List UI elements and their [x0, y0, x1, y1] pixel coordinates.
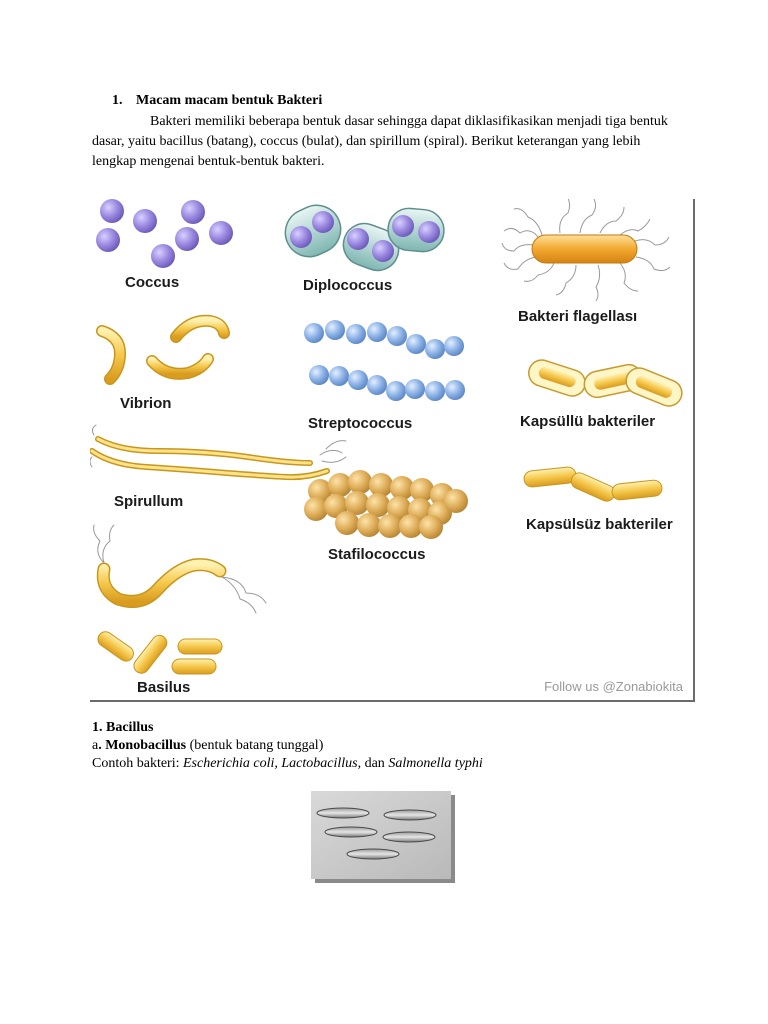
flagellated-body — [532, 235, 637, 263]
bacillus-heading: 1. Bacillus — [92, 720, 154, 735]
capsulated-bacteria — [525, 357, 685, 410]
intro-paragraph — [92, 112, 682, 172]
label-streptococcus: Streptococcus — [308, 415, 413, 432]
intro-paragraph-text: Bakteri memiliki beberapa bentuk dasar sehingga dapat diklasifikasikan menjadi tiga bentuk dasar, yaitu bacillus (batang), coccus (bulat), dan spirillum (spiral). Berikut keterangan yang lebih lengkap mengenai bentuk-bentuk bakteri. — [92, 114, 668, 169]
monobacillus-prefix: a — [92, 738, 99, 753]
bacillus-cells — [95, 629, 222, 676]
label-stafilococcus: Stafilococcus — [328, 546, 426, 563]
diplococcus-cells — [277, 199, 445, 276]
label-kapsullu: Kapsüllü bakteriler — [520, 413, 656, 430]
stafilococcus-cluster — [304, 470, 468, 539]
example-mid: dan — [361, 756, 389, 771]
monobacillus-desc: (bentuk batang tunggal) — [186, 738, 324, 753]
watermark: Follow us @Zonabiokita — [544, 679, 683, 694]
example-species-2: Salmonella typhi — [388, 756, 483, 771]
label-basilus: Basilus — [137, 679, 191, 696]
coccus-cells — [96, 199, 233, 268]
label-kapsulsuz: Kapsülsüz bakteriler — [526, 516, 673, 533]
section-number: 1. — [112, 93, 123, 108]
bacteria-shapes-figure — [90, 199, 695, 702]
monobacillus-image — [311, 791, 455, 883]
streptococcus-chains — [304, 320, 465, 401]
monobacillus-term: . Monobacillus — [98, 738, 187, 753]
label-spirullum: Spirullum — [114, 493, 184, 510]
label-vibrion: Vibrion — [120, 395, 172, 412]
example-species-1: Escherichia coli, Lactobacillus, — [183, 756, 362, 771]
monobacillus-line — [92, 738, 323, 754]
non-capsulated-bacteria — [523, 466, 662, 503]
section-title-text: Macam macam bentuk Bakteri — [136, 93, 323, 108]
section-title — [112, 93, 322, 109]
example-prefix: Contoh bakteri: — [92, 756, 183, 771]
bacteria-illustration — [90, 199, 693, 700]
example-line — [92, 756, 483, 772]
label-flagellasi: Bakteri flagellası — [518, 308, 638, 325]
label-coccus: Coccus — [125, 274, 180, 291]
vibrion-cells — [102, 321, 224, 379]
label-diplococcus: Diplococcus — [303, 277, 393, 294]
spirillum-curve — [94, 525, 266, 613]
spirullum-cells — [90, 425, 346, 477]
